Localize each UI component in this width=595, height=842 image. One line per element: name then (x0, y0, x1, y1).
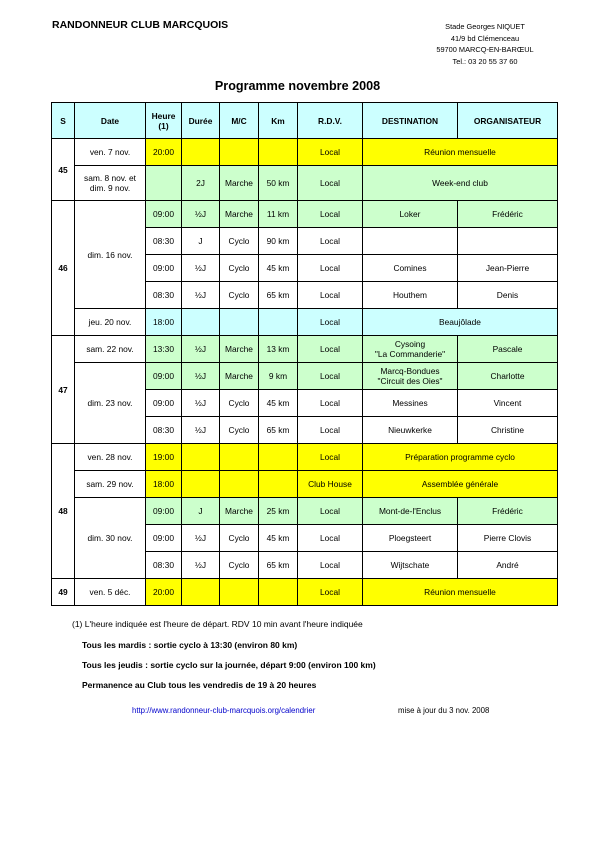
table-row (52, 336, 558, 363)
meeting-point-cell: Local (298, 255, 363, 282)
event-cell: Beaujôlade (363, 309, 558, 336)
table-row (52, 471, 558, 498)
duration-cell: ½J (182, 255, 220, 282)
week-number: 48 (52, 444, 75, 579)
duration-cell (182, 579, 220, 606)
type-cell (220, 579, 259, 606)
km-cell (259, 444, 298, 471)
destination-cell: Mont-de-l'Enclus (363, 498, 458, 525)
type-cell: Marche (220, 166, 259, 201)
km-cell: 11 km (259, 201, 298, 228)
destination-cell: Wijtschate (363, 552, 458, 579)
organiser-cell: Pascale (458, 336, 558, 363)
organiser-cell: Vincent (458, 390, 558, 417)
col-header-km: Km (259, 103, 298, 139)
destination-cell (363, 336, 458, 363)
time-cell: 09:00 (146, 525, 182, 552)
rule-tuesday: Tous les mardis : sortie cyclo à 13:30 (environ 80 km) (82, 640, 298, 650)
duration-cell: ½J (182, 525, 220, 552)
table-row (52, 444, 558, 471)
km-cell: 90 km (259, 228, 298, 255)
time-cell (146, 166, 182, 201)
date-cell: jeu. 20 nov. (75, 309, 146, 336)
type-cell: Cyclo (220, 390, 259, 417)
destination-cell: Messines (363, 390, 458, 417)
time-cell: 08:30 (146, 417, 182, 444)
col-header-time: Heure (1) (146, 103, 182, 139)
duration-cell: ½J (182, 417, 220, 444)
destination-cell: Comines (363, 255, 458, 282)
time-cell: 08:30 (146, 228, 182, 255)
col-header-destination: DESTINATION (363, 103, 458, 139)
km-cell: 45 km (259, 525, 298, 552)
organiser-cell: Frédéric (458, 498, 558, 525)
duration-cell: 2J (182, 166, 220, 201)
organiser-cell: Denis (458, 282, 558, 309)
meeting-point-cell: Local (298, 201, 363, 228)
calendar-link[interactable]: http://www.randonneur-club-marcquois.org/calendrier (132, 706, 316, 715)
destination-cell: Ploegsteert (363, 525, 458, 552)
destination-cell: Loker (363, 201, 458, 228)
destination-cell (363, 228, 458, 255)
meeting-point-cell: Club House (298, 471, 363, 498)
date-cell: dim. 16 nov. (75, 201, 146, 309)
organiser-cell: Frédéric (458, 201, 558, 228)
time-cell: 19:00 (146, 444, 182, 471)
destination-cell: Nieuwkerke (363, 417, 458, 444)
table-row (52, 139, 558, 166)
col-header-week: S (52, 103, 75, 139)
km-cell: 65 km (259, 282, 298, 309)
duration-cell: ½J (182, 201, 220, 228)
week-number: 45 (52, 139, 75, 201)
duration-cell: ½J (182, 363, 220, 390)
club-address (410, 21, 560, 67)
col-header-date: Date (75, 103, 146, 139)
footnote: (1) L'heure indiquée est l'heure de départ. RDV 10 min avant l'heure indiquée (72, 619, 363, 629)
type-cell: Marche (220, 498, 259, 525)
meeting-point-cell: Local (298, 498, 363, 525)
km-cell: 45 km (259, 390, 298, 417)
km-cell: 9 km (259, 363, 298, 390)
table-row (52, 363, 558, 390)
date-cell: sam. 29 nov. (75, 471, 146, 498)
time-cell: 20:00 (146, 579, 182, 606)
destination-line: Marcq-Bondues (380, 366, 440, 376)
km-cell (259, 309, 298, 336)
duration-cell: ½J (182, 336, 220, 363)
type-cell: Cyclo (220, 552, 259, 579)
table-row (52, 166, 558, 201)
organiser-cell: Pierre Clovis (458, 525, 558, 552)
duration-cell: ½J (182, 552, 220, 579)
type-cell: Cyclo (220, 282, 259, 309)
page-title: Programme novembre 2008 (214, 79, 381, 93)
meeting-point-cell: Local (298, 417, 363, 444)
programme-table (51, 102, 558, 606)
organiser-cell (458, 228, 558, 255)
time-cell: 08:30 (146, 552, 182, 579)
event-cell: Réunion mensuelle (363, 139, 558, 166)
address-line: 59700 MARCQ-EN-BARŒUL (436, 45, 534, 55)
rule-thursday: Tous les jeudis : sortie cyclo sur la journée, départ 9:00 (environ 100 km) (82, 660, 376, 670)
address-line: Stade Georges NIQUET (445, 22, 525, 31)
col-header-organiser: ORGANISATEUR (458, 103, 558, 139)
type-cell (220, 444, 259, 471)
col-header-type: M/C (220, 103, 259, 139)
meeting-point-cell: Local (298, 309, 363, 336)
date-cell: ven. 5 déc. (75, 579, 146, 606)
destination-cell: Houthem (363, 282, 458, 309)
type-cell: Marche (220, 336, 259, 363)
week-number: 47 (52, 336, 75, 444)
meeting-point-cell: Local (298, 336, 363, 363)
meeting-point-cell: Local (298, 363, 363, 390)
address-line: 41/9 bd Clémenceau (450, 33, 520, 43)
type-cell: Cyclo (220, 228, 259, 255)
organiser-cell: Charlotte (458, 363, 558, 390)
table-row (52, 579, 558, 606)
meeting-point-cell: Local (298, 390, 363, 417)
km-cell (259, 471, 298, 498)
time-cell: 09:00 (146, 390, 182, 417)
duration-cell: ½J (182, 282, 220, 309)
destination-line: "Circuit des Oies" (377, 376, 443, 386)
rule-friday: Permanence au Club tous les vendredis de 19 à 20 heures (82, 680, 317, 690)
km-cell: 50 km (259, 166, 298, 201)
table-row (52, 201, 558, 228)
duration-cell: J (182, 498, 220, 525)
km-cell: 13 km (259, 336, 298, 363)
club-name: RANDONNEUR CLUB MARCQUOIS (52, 19, 229, 31)
meeting-point-cell: Local (298, 166, 363, 201)
duration-cell (182, 309, 220, 336)
destination-line: "La Commanderie" (374, 349, 446, 359)
km-cell (259, 139, 298, 166)
time-cell: 08:30 (146, 282, 182, 309)
time-cell: 18:00 (146, 309, 182, 336)
date-cell: ven. 7 nov. (75, 139, 146, 166)
km-cell: 25 km (259, 498, 298, 525)
event-cell: Week-end club (363, 166, 558, 201)
event-cell: Réunion mensuelle (363, 579, 558, 606)
date-cell: sam. 22 nov. (75, 336, 146, 363)
organiser-cell: André (458, 552, 558, 579)
event-cell: Assemblée générale (363, 471, 558, 498)
km-cell (259, 579, 298, 606)
week-number: 49 (52, 579, 75, 606)
type-cell: Marche (220, 363, 259, 390)
destination-cell (363, 363, 458, 390)
type-cell (220, 139, 259, 166)
time-cell: 18:00 (146, 471, 182, 498)
meeting-point-cell: Local (298, 525, 363, 552)
organiser-cell: Jean-Pierre (458, 255, 558, 282)
date-cell: dim. 23 nov. (75, 363, 146, 444)
type-cell (220, 471, 259, 498)
time-cell: 09:00 (146, 363, 182, 390)
meeting-point-cell: Local (298, 139, 363, 166)
time-cell: 09:00 (146, 498, 182, 525)
type-cell: Cyclo (220, 417, 259, 444)
km-cell: 65 km (259, 552, 298, 579)
destination-line: Cysoing (394, 339, 426, 349)
type-cell: Cyclo (220, 525, 259, 552)
col-header-duration: Durée (182, 103, 220, 139)
update-date: mise à jour du 3 nov. 2008 (398, 706, 490, 715)
col-header-meeting-point: R.D.V. (298, 103, 363, 139)
duration-cell (182, 139, 220, 166)
duration-cell (182, 471, 220, 498)
date-cell: ven. 28 nov. (75, 444, 146, 471)
table-header-row (52, 103, 558, 139)
time-cell: 09:00 (146, 201, 182, 228)
meeting-point-cell: Local (298, 444, 363, 471)
table-row (52, 498, 558, 525)
duration-cell: J (182, 228, 220, 255)
type-cell (220, 309, 259, 336)
time-cell: 09:00 (146, 255, 182, 282)
meeting-point-cell: Local (298, 282, 363, 309)
week-number: 46 (52, 201, 75, 336)
organiser-cell: Christine (458, 417, 558, 444)
date-cell: sam. 8 nov. et dim. 9 nov. (75, 166, 146, 201)
duration-cell: ½J (182, 390, 220, 417)
duration-cell (182, 444, 220, 471)
event-cell: Préparation programme cyclo (363, 444, 558, 471)
time-cell: 13:30 (146, 336, 182, 363)
type-cell: Marche (220, 201, 259, 228)
meeting-point-cell: Local (298, 228, 363, 255)
meeting-point-cell: Local (298, 552, 363, 579)
date-cell: dim. 30 nov. (75, 498, 146, 579)
km-cell: 65 km (259, 417, 298, 444)
type-cell: Cyclo (220, 255, 259, 282)
phone-line: Tel.: 03 20 55 37 60 (452, 56, 518, 66)
meeting-point-cell: Local (298, 579, 363, 606)
time-cell: 20:00 (146, 139, 182, 166)
table-row (52, 309, 558, 336)
km-cell: 45 km (259, 255, 298, 282)
